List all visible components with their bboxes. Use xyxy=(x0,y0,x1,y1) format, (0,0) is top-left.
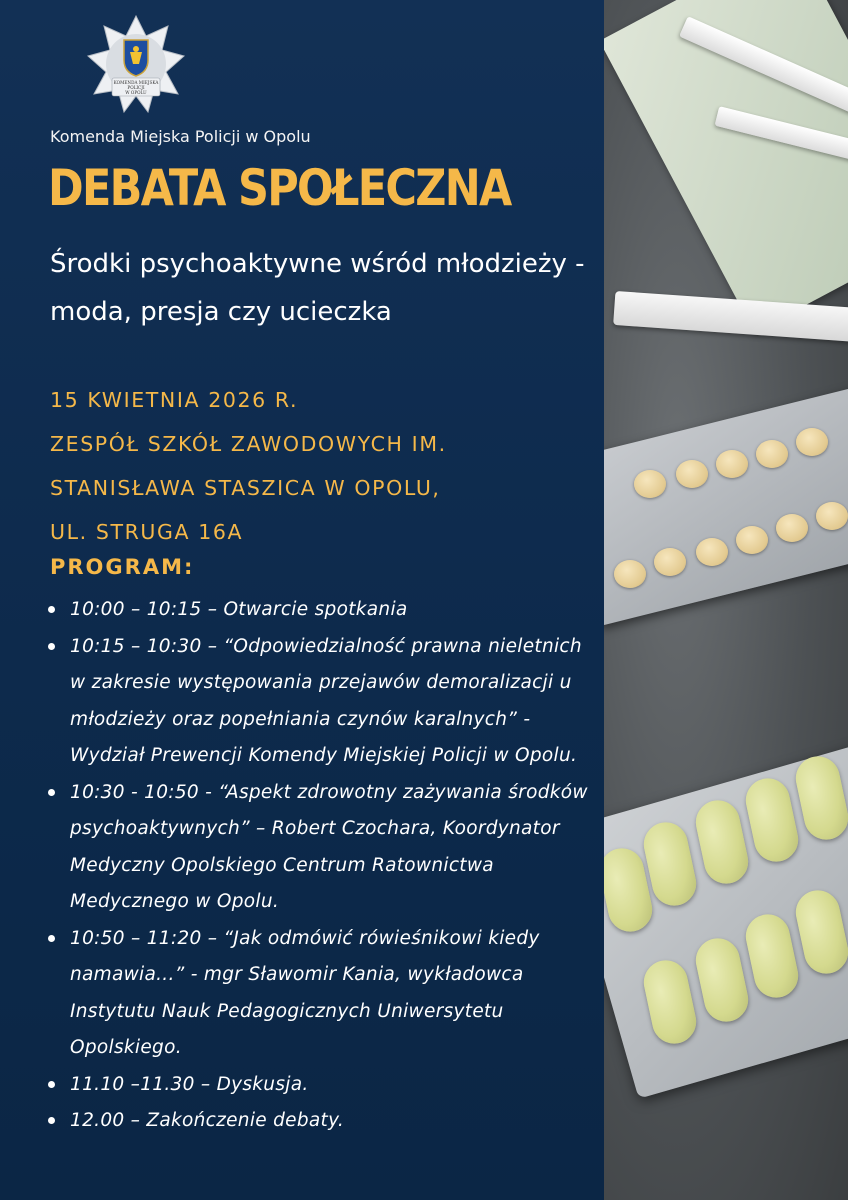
police-star-badge-icon xyxy=(86,14,186,114)
list-item: 12.00 – Zakończenie debaty. xyxy=(44,1103,599,1140)
subtitle: Środki psychoaktywne wśród młodzieży - moda, presja czy ucieczka xyxy=(50,249,585,327)
tablet-blister-image xyxy=(604,384,848,626)
bullet-icon xyxy=(48,606,55,613)
list-item: 11.10 –11.30 – Dyskusja. xyxy=(44,1067,599,1104)
event-place-line-2: STANISŁAWA STASZICA W OPOLU, xyxy=(50,476,441,500)
bullet-icon xyxy=(48,789,55,796)
event-place-line-1: ZESPÓŁ SZKÓŁ ZAWODOWYCH IM. xyxy=(50,432,447,456)
svg-text:W OPOLU: W OPOLU xyxy=(125,90,147,95)
event-place-line-3: UL. STRUGA 16A xyxy=(50,520,244,544)
list-item: 10:30 - 10:50 - “Aspekt zdrowotny zażywania środków psychoaktywnych” – Robert Czochara, Koordynator Medyczny Opolskiego Centrum Ratownictwa Medycznego w Opolu. xyxy=(44,775,599,921)
event-info xyxy=(50,378,598,554)
svg-text:KOMENDA MIEJSKA: KOMENDA MIEJSKA xyxy=(113,80,159,85)
list-item: 10:00 – 10:15 – Otwarcie spotkania xyxy=(44,592,599,629)
bullet-icon xyxy=(48,1117,55,1124)
event-date: 15 KWIETNIA 2026 R. xyxy=(50,388,299,412)
organization-name: Komenda Miejska Policji w Opolu xyxy=(50,127,311,146)
bullet-icon xyxy=(48,935,55,942)
page-title: DEBATA SPOŁECZNA xyxy=(48,159,511,217)
list-item: 10:15 – 10:30 – “Odpowiedzialność prawna nieletnich w zakresie występowania przejawów demoralizacji u młodzieży oraz popełniania czynów karalnych” - Wydział Prewencji Komendy Miejskiej Policji w Opolu. xyxy=(44,629,599,775)
program-heading: PROGRAM: xyxy=(50,555,195,579)
list-item: 10:50 – 11:20 – “Jak odmówić rówieśnikowi kiedy namawia...” - mgr Sławomir Kania, wykładowca Instytutu Nauk Pedagogicznych Uniwersytetu Opolskiego. xyxy=(44,921,599,1067)
bullet-icon xyxy=(48,1081,55,1088)
drugs-photo xyxy=(604,0,848,1200)
svg-text:POLICJI: POLICJI xyxy=(127,85,145,90)
bullet-icon xyxy=(48,643,55,650)
program-list xyxy=(44,592,599,1140)
